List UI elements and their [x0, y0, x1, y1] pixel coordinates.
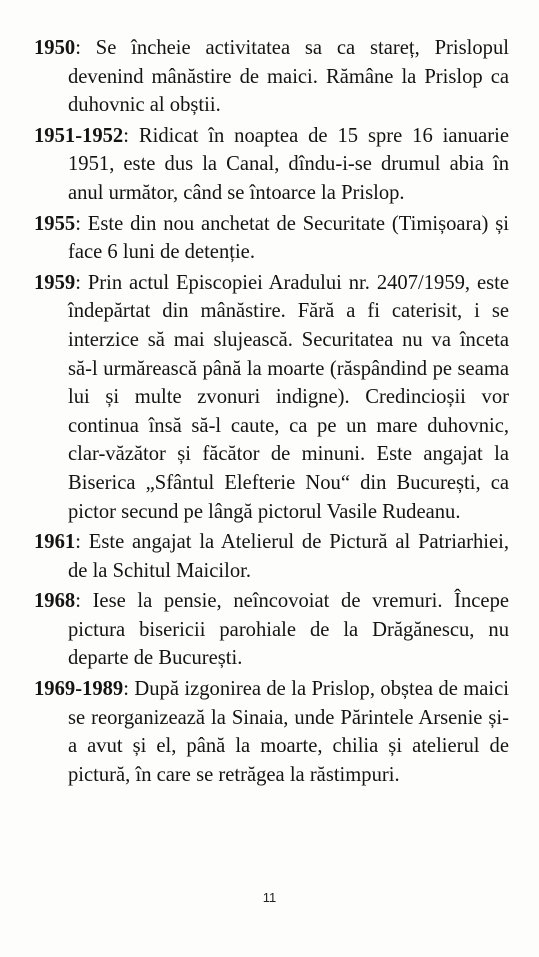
chronology-entry: 1950: Se încheie activitatea sa ca stareț, Prislopul devenind mânăstire de maici. Rămâne la Prislop ca duhovnic al obștii. [34, 37, 509, 117]
entry-text: Prin actul Episcopiei Aradului nr. 2407/1959, este îndepărtat din mânăstire. Fără a fi caterisit, i se interzice să mai slujească. Securitatea nu va înceta să-l urmărească până la moarte (răspândind pe seama lui și multe zvonuri indigne). Credincioșii vor continua însă să-l caute, ca pe un mare duhovnic, clar-văzător și făcător de minuni. Este angajat la Biserica „Sfântul Elefterie Nou“ din București, ca pictor secund pe lângă pictorul Vasile Rudeanu. [68, 271, 509, 523]
entry-year: 1968 [34, 590, 76, 613]
entry-text: Se încheie activitatea sa ca stareț, Prislopul devenind mânăstire de maici. Rămâne la Prislop ca duhovnic al obștii. [68, 37, 509, 117]
entry-year: 1951-1952 [34, 124, 124, 147]
entry-year: 1950 [34, 37, 76, 59]
entry-year: 1961 [34, 531, 76, 554]
entry-text: Este din nou anchetat de Securitate (Timișoara) și face 6 luni de detenție. [68, 212, 509, 264]
entry-year: 1959 [34, 271, 76, 294]
entry-text: După izgonirea de la Prislop, obștea de maici se reorganizează la Sinaia, unde Părintele Arsenie și-a avut și el, până la moarte, chilia și atelierul de pictură, în care se retrăgea la răstimpuri. [68, 678, 509, 786]
entry-text: Ridicat în noaptea de 15 spre 16 ianuarie 1951, este dus la Canal, dîndu-i-se drumul abia în anul următor, când se întoarce la Prislop. [68, 124, 510, 204]
chronology-entry: 1959: Prin actul Episcopiei Aradului nr. 2407/1959, este îndepărtat din mânăstire. Fără a fi caterisit, i se interzice să mai slujească. Securitatea nu va înceta să-l urmărească până la moarte (răspândind pe seama lui și multe zvonuri indigne). Credincioșii vor continua însă să-l caute, ca pe un mare duhovnic, clar-văzător și făcător de minuni. Este angajat la Biserica „Sfântul Elefterie Nou“ din București, ca pictor secund pe lângă pictorul Vasile Rudeanu. [34, 271, 509, 523]
chronology-entry: 1969-1989: După izgonirea de la Prislop, obștea de maici se reorganizează la Sinaia, unde Părintele Arsenie și-a avut și el, până la moarte, chilia și atelierul de pictură, în care se retrăgea la răstimpuri. [34, 678, 509, 786]
chronology-entry: 1951-1952: Ridicat în noaptea de 15 spre 16 ianuarie 1951, este dus la Canal, dîndu-i-se drumul abia în anul următor, când se întoarce la Prislop. [34, 124, 510, 204]
chronology-entry: 1961: Este angajat la Atelierul de Pictură al Patriarhiei, de la Schitul Maicilor. [34, 531, 509, 582]
entry-text: Iese la pensie, neîncovoiat de vremuri. Începe pictura bisericii parohiale de la Drăgănescu, nu departe de București. [68, 590, 510, 670]
chronology-entry: 1968: Iese la pensie, neîncovoiat de vremuri. Începe pictura bisericii parohiale de la Drăgănescu, nu departe de București. [34, 590, 510, 670]
entry-year: 1955 [34, 212, 76, 235]
entry-year: 1969-1989 [34, 678, 124, 701]
entry-text: Este angajat la Atelierul de Pictură al Patriarhiei, de la Schitul Maicilor. [68, 531, 509, 582]
chronology-list [34, 34, 509, 791]
chronology-entry: 1955: Este din nou anchetat de Securitate (Timișoara) și face 6 luni de detenție. [34, 212, 509, 264]
page-number: 11 [262, 890, 277, 905]
